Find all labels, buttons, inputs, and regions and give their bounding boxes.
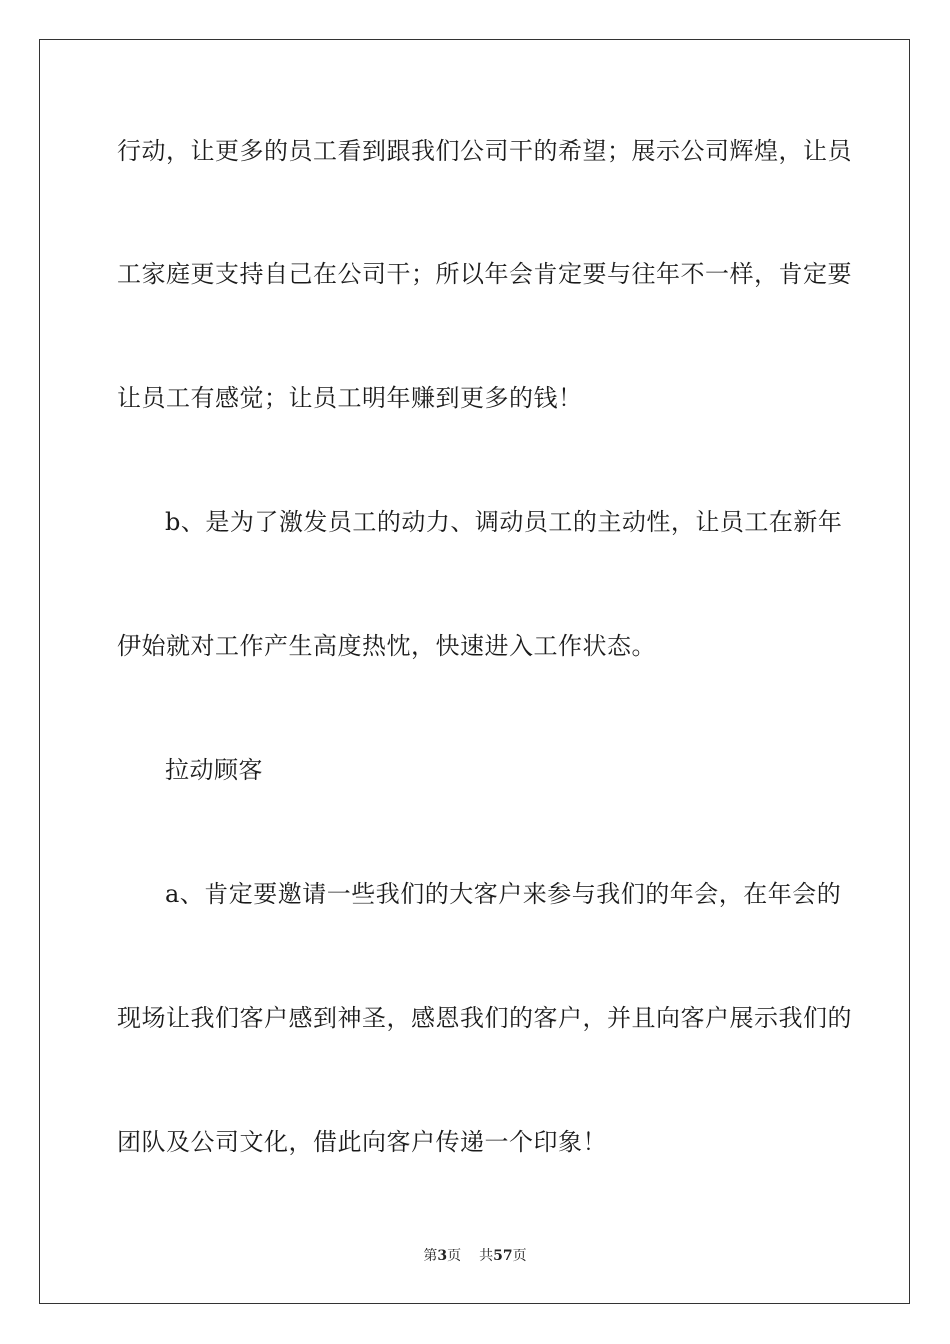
- total-prefix: 共: [479, 1248, 494, 1264]
- paragraph-line-3: 让员工有感觉；让员工明年赚到更多的钱！: [117, 384, 583, 412]
- paragraph-a-line-1: a、肯定要邀请一些我们的大客户来参与我们的年会，在年会的: [165, 880, 842, 908]
- page-prefix: 第: [423, 1248, 438, 1264]
- paragraph-b-line-2: 伊始就对工作产生高度热忱，快速进入工作状态。: [117, 632, 656, 660]
- page-number: 3: [437, 1248, 448, 1264]
- paragraph-b-line-1: b、是为了激发员工的动力、调动员工的主动性，让员工在新年: [165, 508, 843, 536]
- total-suffix: 页: [512, 1248, 527, 1264]
- paragraph-a-line-2: 现场让我们客户感到神圣，感恩我们的客户，并且向客户展示我们的: [117, 1004, 852, 1032]
- paragraph-line-2: 工家庭更支持自己在公司干；所以年会肯定要与往年不一样，肯定要: [117, 260, 852, 288]
- section-heading: 拉动顾客: [165, 756, 263, 784]
- paragraph-a-line-3: 团队及公司文化，借此向客户传递一个印象！: [117, 1128, 607, 1156]
- total-pages: 57: [493, 1248, 513, 1264]
- paragraph-line-1: 行动，让更多的员工看到跟我们公司干的希望；展示公司辉煌，让员: [117, 137, 852, 165]
- page-footer: [0, 1247, 950, 1265]
- page-suffix: 页: [447, 1248, 462, 1264]
- page-border: [39, 39, 910, 1304]
